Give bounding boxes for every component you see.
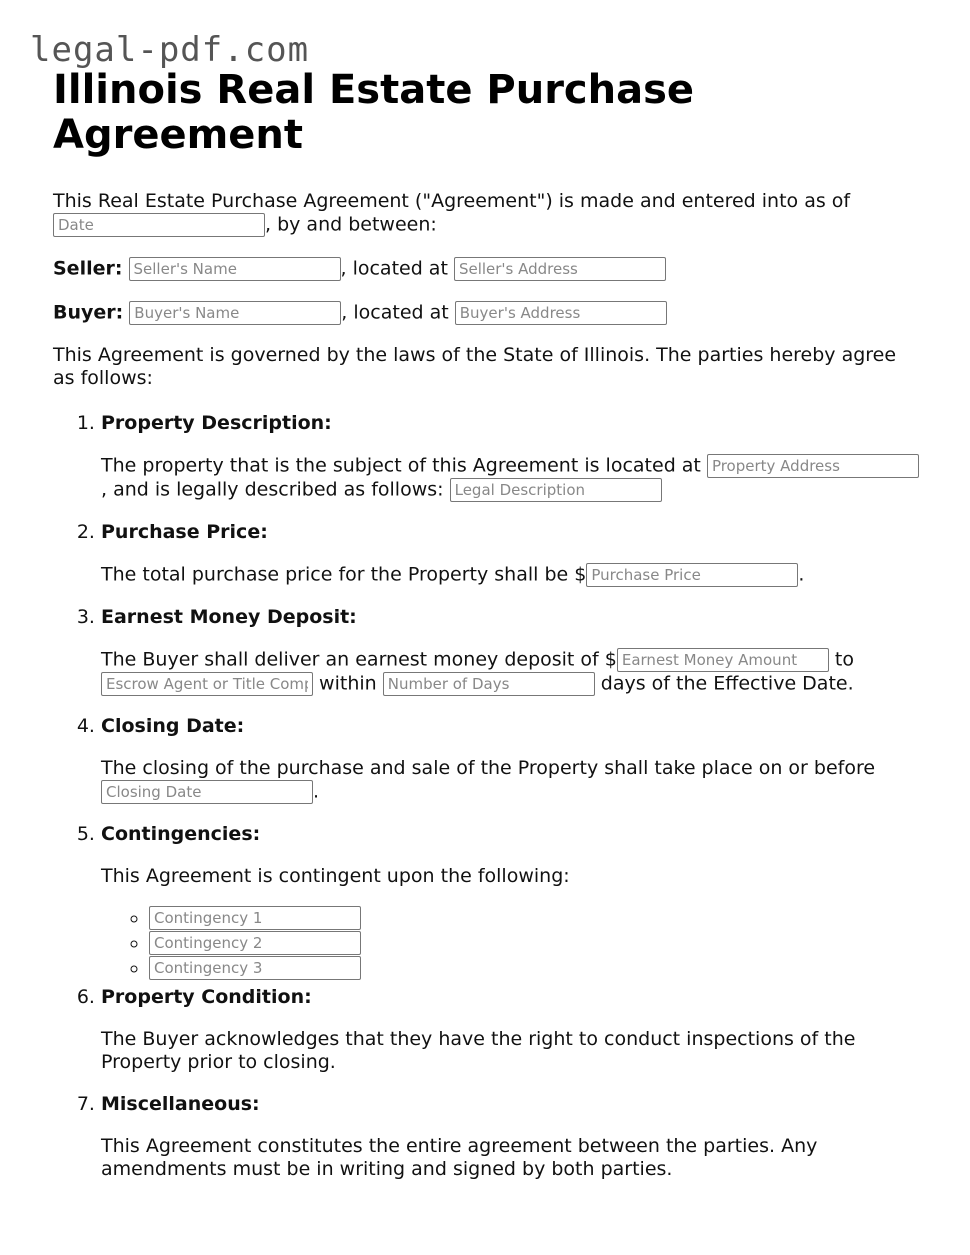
intro-text: This Real Estate Purchase Agreement ("Agreement") is made and entered into as of <box>53 190 851 212</box>
section-title: 5. Contingencies: <box>101 823 261 845</box>
agreement-document <box>53 68 923 1200</box>
sections-list <box>53 412 923 1181</box>
section-body <box>101 454 923 502</box>
seller-located-text: , located at <box>340 257 448 280</box>
list-item <box>149 931 923 956</box>
contingency-2-field[interactable] <box>149 931 361 955</box>
earnest-text: The Buyer shall deliver an earnest money deposit of $ <box>101 648 617 671</box>
section-body <box>101 563 923 587</box>
section-closing-date <box>101 715 923 804</box>
section-title: 6. Property Condition: <box>101 986 312 1008</box>
earnest-within-text: within <box>319 672 377 695</box>
buyer-address-field[interactable] <box>455 301 667 325</box>
governing-law-paragraph: This Agreement is governed by the laws of the State of Illinois. The parties hereby agree as follows: <box>53 344 897 389</box>
number-of-days-field[interactable] <box>383 672 595 696</box>
buyer-line <box>53 301 923 325</box>
price-text-after: . <box>798 563 805 586</box>
buyer-located-text: , located at <box>341 301 449 324</box>
section-property-description <box>101 412 923 502</box>
closing-date-field[interactable] <box>101 780 313 804</box>
seller-name-field[interactable] <box>129 257 341 281</box>
contingency-1-field[interactable] <box>149 906 361 930</box>
seller-address-field[interactable] <box>454 257 666 281</box>
list-item <box>149 906 923 931</box>
list-item <box>149 956 923 981</box>
section-title: 2. Purchase Price: <box>101 521 268 543</box>
section-title: 7. Miscellaneous: <box>101 1093 260 1115</box>
buyer-label: Buyer: <box>53 301 124 324</box>
section-purchase-price <box>101 521 923 587</box>
section-earnest-money <box>101 606 923 696</box>
section-body <box>101 757 923 804</box>
earnest-text-after: days of the Effective Date. <box>600 672 854 695</box>
contingency-3-field[interactable] <box>149 956 361 980</box>
intro-paragraph <box>53 190 923 237</box>
closing-text: The closing of the purchase and sale of the Property shall take place on or before <box>101 757 876 779</box>
section-body: This Agreement constitutes the entire agreement between the parties. Any amendments must be in writing and signed by both parties. <box>101 1135 818 1180</box>
section-title: 3. Earnest Money Deposit: <box>101 606 357 628</box>
intro-text-after: , by and between: <box>265 213 437 236</box>
section-miscellaneous <box>101 1093 923 1181</box>
section-title: 1. Property Description: <box>101 412 332 434</box>
agreement-date-field[interactable] <box>53 213 265 237</box>
earnest-amount-field[interactable] <box>617 648 829 672</box>
legal-description-field[interactable] <box>450 478 662 502</box>
contingency-list <box>101 906 923 981</box>
seller-label: Seller: <box>53 257 123 280</box>
section-property-condition <box>101 986 923 1074</box>
watermark: legal-pdf.com <box>30 30 310 70</box>
price-text: The total purchase price for the Property shall be $ <box>101 563 587 586</box>
property-legal-text: , and is legally described as follows: <box>101 478 444 501</box>
buyer-name-field[interactable] <box>129 301 341 325</box>
property-address-field[interactable] <box>707 454 919 478</box>
earnest-to-text: to <box>834 648 854 671</box>
page-title: Illinois Real Estate Purchase Agreement <box>53 67 695 158</box>
section-body: This Agreement is contingent upon the following: <box>101 865 570 887</box>
purchase-price-field[interactable] <box>586 563 798 587</box>
seller-line <box>53 257 923 281</box>
section-title: 4. Closing Date: <box>101 715 245 737</box>
closing-text-after: . <box>313 780 320 803</box>
section-body: The Buyer acknowledges that they have the right to conduct inspections of the Property prior to closing. <box>101 1028 856 1073</box>
section-body <box>101 648 923 696</box>
section-contingencies <box>101 823 923 981</box>
property-text: The property that is the subject of this Agreement is located at <box>101 454 701 477</box>
escrow-agent-field[interactable] <box>101 672 313 696</box>
